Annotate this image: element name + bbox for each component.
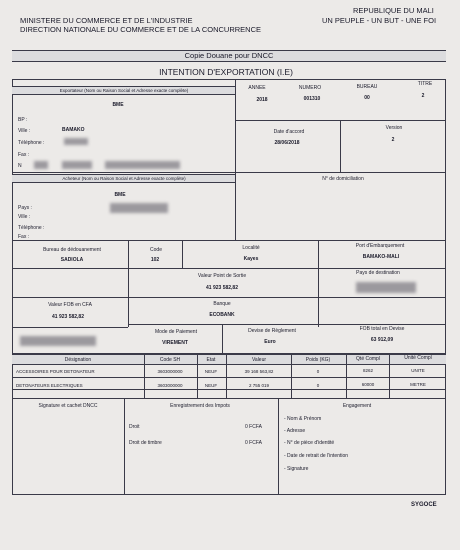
localite-label: Localité [242,245,260,251]
valeur-sortie-value: 41 923 582,82 [206,285,238,291]
droit-timbre-label: Droit de timbre [129,440,162,446]
localite-value: Kayes [243,256,259,262]
engagement-item-signature: - Signature [284,466,309,472]
droit-value: 0 FCFA [245,424,262,430]
goods-row-1-code: 3603000000 [157,369,183,374]
bureau-dedouanement-label: Bureau de dédouanement [43,247,101,253]
goods-row-1-poids: 0 [316,369,320,374]
republic-name: REPUBLIQUE DU MALI [353,6,434,15]
goods-col-unite: Unité Compl [404,355,432,361]
exporter-nif-label: N [18,163,22,169]
mode-paiement-value: VIREMENT [162,340,188,346]
fob-cfa-label: Valeur FOB en CFA [48,302,92,308]
goods-row-2-poids: 0 [316,383,320,388]
exporter-fax-label: Fax : [18,152,30,158]
goods-row-1-etat: NEUF [204,369,218,374]
banque-label: Banque [213,301,231,307]
goods-col-qte: Qté Compl [356,356,380,362]
redacted-telephone [64,138,88,145]
engagement-item-adresse: - Adresse [284,428,306,434]
fob-cfa-value: 41 923 582,82 [52,314,84,320]
droit-label: Droit [129,424,140,430]
buyer-fax-label: Fax : [18,234,30,240]
devise-reglement-value: Euro [264,339,276,345]
redacted-field [20,336,96,346]
buyer-pays-label: Pays : [18,205,32,211]
goods-row-2-etat: NEUF [204,383,218,388]
exporter-ville-label: Ville : [18,128,31,134]
date-accord-label: Date d'accord [273,129,305,135]
signature-cachet-label: Signature et cachet DNCC [38,403,98,409]
engagement-label: Engagement [342,403,372,409]
goods-row-2-qte: 60000 [361,382,375,387]
engagement-item-nom: - Nom & Prénom [284,416,322,422]
annee-value: 2018 [256,97,268,103]
goods-row-1-designation: ACCESSOIRES POUR DETONATEUR [16,369,95,374]
titre-value: 2 [421,93,425,99]
redacted-field [62,161,92,169]
ministry-line-2: DIRECTION NATIONALE DU COMMERCE ET DE LA CONCURRENCE [20,25,261,34]
goods-col-code-sh: Code SH [159,357,181,363]
mode-paiement-label: Mode de Paiement [155,329,197,335]
version-label: Version [385,125,403,131]
goods-row-1-valeur: 39 168 563,82 [244,369,274,374]
fob-devise-label: FOB total en Devise [359,326,405,332]
code-label: Code [150,247,162,253]
engagement-item-piece: - N° de pièce d'identité [284,440,335,446]
copy-title: Copie Douane pour DNCC [184,51,274,60]
port-value: BAMAKO-MALI [362,254,400,260]
redacted-field [105,161,180,169]
date-accord-value: 28/06/2018 [274,140,300,146]
droit-timbre-value: 0 FCFA [245,440,262,446]
annee-label: ANNEE [248,85,266,91]
goods-row-2-valeur: 2 755 019 [248,383,270,388]
buyer-ville-label: Ville : [18,214,31,220]
redacted-field [110,203,168,213]
buyer-telephone-label: Téléphone : [18,225,45,231]
ministry-line-1: MINISTERE DU COMMERCE ET DE L'INDUSTRIE [20,16,193,25]
banque-value: ECOBANK [209,312,235,318]
code-value: 102 [150,257,160,263]
goods-col-poids: Poids (KG) [305,357,331,363]
exporter-telephone-label: Téléphone : [18,140,45,146]
titre-label: TITRE [417,81,433,87]
port-label: Port d'Embarquement [355,243,405,249]
exporter-bp-label: BP : [18,117,28,123]
sygoce-label: SYGOCE [411,502,437,508]
version-value: 2 [391,137,395,143]
numero-label: NUMERO [298,85,322,91]
goods-row-2-designation: DETONATEURS ELECTRIQUES [16,383,83,388]
goods-col-designation: Désignation [64,357,92,363]
goods-row-1-unite: UNITE [411,368,425,373]
redacted-field [356,282,416,293]
pays-destination-label: Pays de destination [356,270,400,276]
buyer-header: Acheteur (Nom ou Raison Social et Adresse exacte complète) [62,176,186,181]
bureau-value: 00 [364,95,370,101]
valeur-sortie-label: Valeur Point de Sortie [197,273,247,279]
engagement-item-date: - Date de retrait de l'intention [284,453,349,459]
republic-motto: UN PEUPLE - UN BUT - UNE FOI [322,16,437,25]
bureau-label: BUREAU [356,84,378,90]
devise-reglement-label: Devise de Règlement [248,328,296,334]
redacted-field [34,161,48,169]
exporter-header: Exportateur (Nom ou Raison Social et Adresse exacte complète) [59,88,189,93]
fob-devise-value: 63 912,09 [370,337,394,343]
goods-row-2-unite: METRE [410,382,426,387]
goods-row-2-code: 3603000000 [157,383,183,388]
bureau-dedouanement-value: SADIOLA [60,257,84,263]
form-title: INTENTION D'EXPORTATION (I.E) [159,67,293,77]
exporter-name: BME [112,102,124,108]
domiciliation-label: N° de domiciliation [322,176,364,182]
numero-value: 001310 [303,96,321,102]
goods-col-valeur: Valeur [251,357,267,363]
buyer-name: BME [114,192,126,198]
exporter-ville: BAMAKO [62,127,85,133]
enregistrement-impots-label: Enregistrement des Impots [170,403,230,409]
goods-col-etat: Etat [206,357,216,363]
goods-row-1-qte: 8262 [362,368,374,373]
